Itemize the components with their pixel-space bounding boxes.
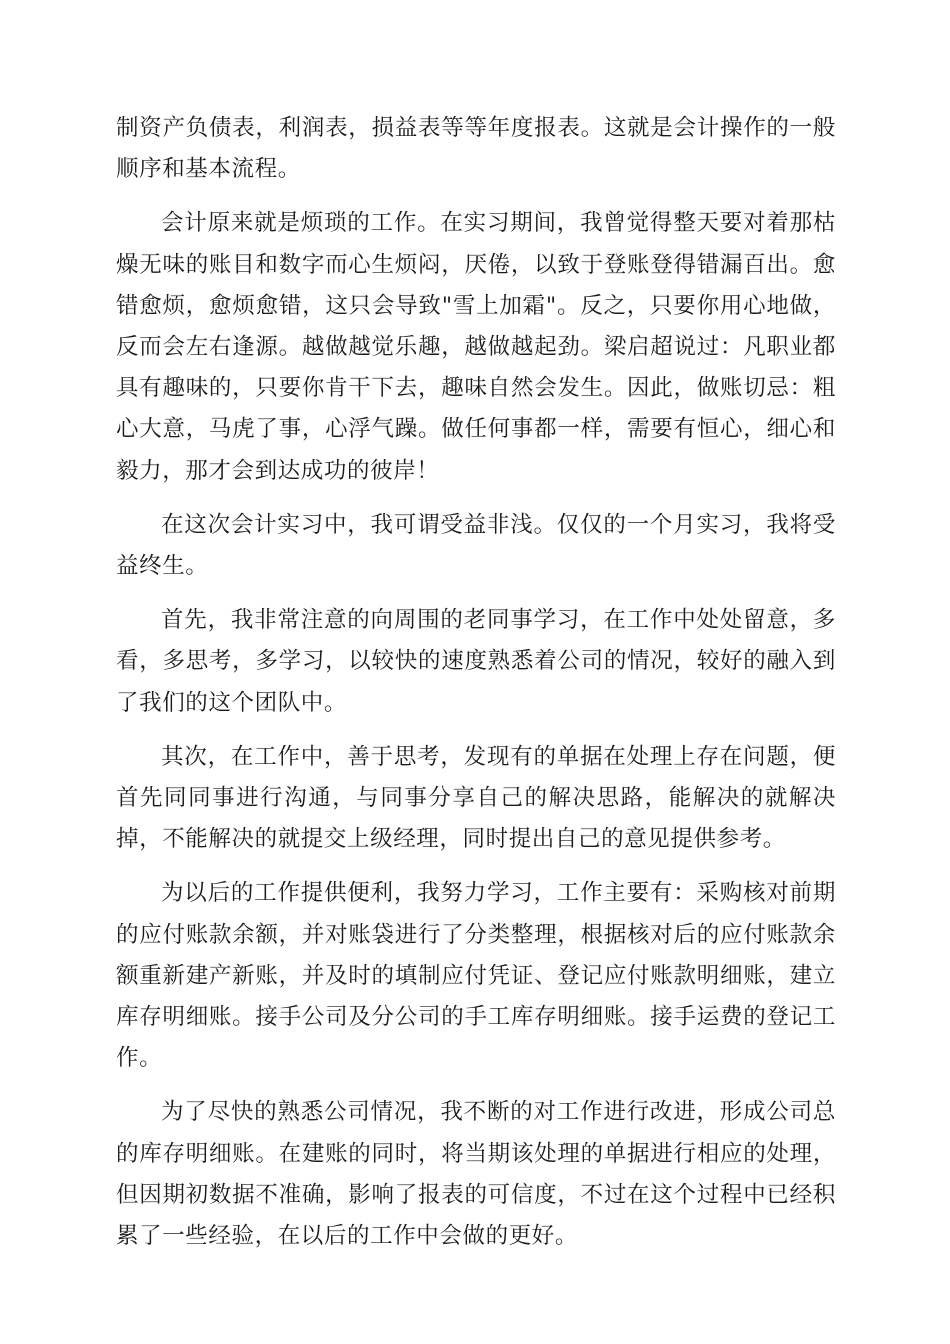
document-body	[116, 108, 836, 1270]
paragraph-accounting-tedious: 会计原来就是烦琐的工作。在实习期间，我曾觉得整天要对着那枯燥无味的账目和数字而心生烦闷，厌倦，以致于登账登得错漏百出。愈错愈烦，愈烦愈错，这只会导致"雪上加霜"。反之，只要你用心地做，反而会左右逢源。越做越觉乐趣，越做越起劲。梁启超说过：凡职业都具有趣味的，只要你肯干下去，趣味自然会发生。因此，做账切忌：粗心大意，马虎了事，心浮气躁。做任何事都一样，需要有恒心，细心和毅力，那才会到达成功的彼岸！	[116, 210, 836, 484]
paragraph-internship-benefit: 在这次会计实习中，我可谓受益非浅。仅仅的一个月实习，我将受益终生。	[116, 511, 836, 580]
paragraph-improvement: 为了尽快的熟悉公司情况，我不断的对工作进行改进，形成公司总的库存明细账。在建账的同时，将当期该处理的单据进行相应的处理，但因期初数据不准确，影响了报表的可信度，不过在这个过程中已经积累了一些经验，在以后的工作中会做的更好。	[116, 1099, 836, 1250]
paragraph-work-tasks: 为以后的工作提供便利，我努力学习，工作主要有：采购核对前期的应付账款余额，并对账袋进行了分类整理，根据核对后的应付账款余额重新建产新账，并及时的填制应付凭证、登记应付账款明细账，建立库存明细账。接手公司及分公司的手工库存明细账。接手运费的登记工作。	[116, 880, 836, 1072]
paragraph-first-learning: 首先，我非常注意的向周围的老同事学习，在工作中处处留意，多看，多思考，多学习，以较快的速度熟悉着公司的情况，较好的融入到了我们的这个团队中。	[116, 607, 836, 716]
paragraph-continuation: 制资产负债表，利润表，损益表等等年度报表。这就是会计操作的一般顺序和基本流程。	[116, 115, 836, 183]
paragraph-second-thinking: 其次，在工作中，善于思考，发现有的单据在处理上存在问题，便首先同同事进行沟通，与同事分享自己的解决思路，能解决的就解决掉，不能解决的就提交上级经理，同时提出自己的意见提供参考。	[116, 743, 836, 853]
